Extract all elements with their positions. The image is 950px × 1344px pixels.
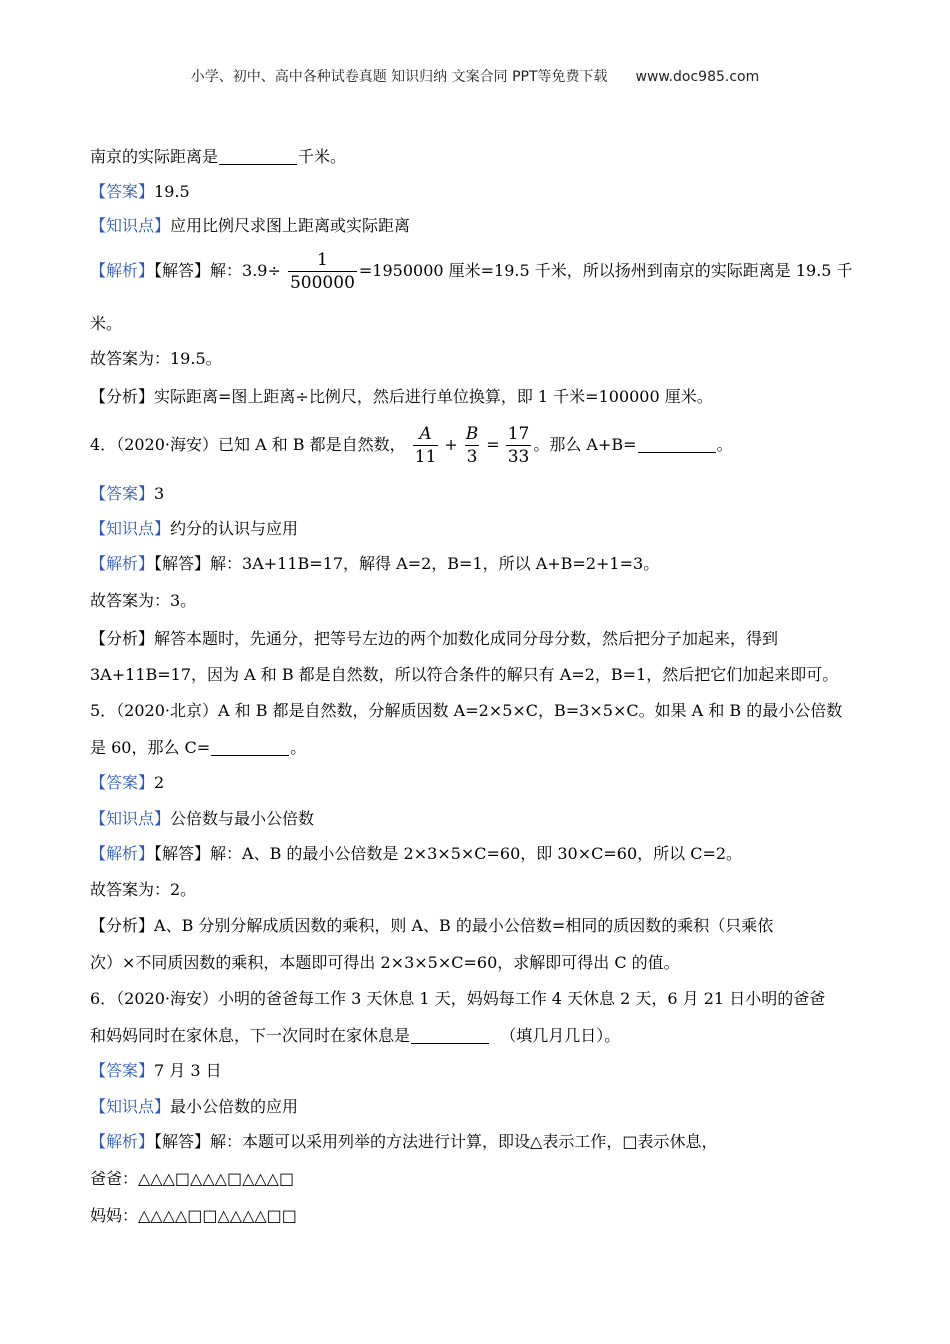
fraction-scale: $\frac{1}{500000}$ (289, 250, 355, 293)
q4-solution: 【解析】【解答】解：3A+11B=17，解得 A=2，B=1，所以 A+B=2+1=3。 (90, 554, 660, 573)
answer-blank (211, 739, 289, 756)
answer-blank (219, 148, 297, 165)
q6-dad-row: 爸爸：△△△□△△△□△△△□ (90, 1169, 295, 1188)
fraction-17-33: $\frac{17}{33}$ (507, 424, 530, 467)
q3-solution-cont: 米。 (90, 314, 123, 333)
q3-answer: 【答案】19.5 (90, 182, 190, 201)
q3-solution: 【解析】【解答】解：3.9÷ $\frac{1}{500000}$ =1950000 厘米=19.5 千米，所以扬州到南京的实际距离是 19.5 千 (90, 250, 853, 293)
q6-stem: 6．（2020·海安）小明的爸爸每工作 3 天休息 1 天，妈妈每工作 4 天休息 2 天，6 月 21 日小明的爸爸 (90, 989, 826, 1008)
q3-knowledge: 【知识点】应用比例尺求图上距离或实际距离 (90, 216, 411, 235)
q5-stem: 5．（2020·北京）A 和 B 都是自然数，分解质因数 A=2×5×C，B=3×5×C。如果 A 和 B 的最小公倍数 (90, 701, 843, 720)
q6-answer: 【答案】7 月 3 日 (90, 1061, 222, 1080)
q5-answer: 【答案】2 (90, 773, 165, 792)
header-site: www.doc985.com (635, 69, 760, 85)
q6-mom-row: 妈妈：△△△△□□△△△△□□ (90, 1206, 297, 1225)
q6-solution: 【解析】【解答】解：本题可以采用列举的方法进行计算，即设△表示工作，□表示休息， (90, 1132, 718, 1151)
answer-blank (411, 1027, 489, 1044)
q5-fenxi-cont: 次）×不同质因数的乘积，本题即可得出 2×3×5×C=60，求解即可得出 C 的值。 (90, 953, 680, 972)
q5-knowledge: 【知识点】公倍数与最小公倍数 (90, 809, 315, 828)
q6-knowledge: 【知识点】最小公倍数的应用 (90, 1097, 299, 1116)
fraction-b-3: $\frac{B}{3}$ (465, 424, 479, 467)
page-header (0, 66, 950, 86)
q4-answer: 【答案】3 (90, 484, 165, 503)
q5-solution: 【解析】【解答】解：A、B 的最小公倍数是 2×3×5×C=60，即 30×C=60，所以 C=2。 (90, 844, 743, 863)
answer-blank (638, 436, 716, 453)
q5-fenxi: 【分析】A、B 分别分解成质因数的乘积，则 A、B 的最小公倍数=相同的质因数的乘积（只乘依 (90, 916, 774, 935)
q3-final: 故答案为：19.5。 (90, 349, 222, 368)
q3-fenxi: 【分析】实际距离=图上距离÷比例尺，然后进行单位换算，即 1 千米=100000 厘米。 (90, 387, 713, 406)
q4-fenxi: 【分析】解答本题时，先通分，把等号左边的两个加数化成同分母分数，然后把分子加起来，得到 (90, 629, 779, 648)
q4-knowledge: 【知识点】约分的认识与应用 (90, 519, 299, 538)
q6-stem-cont: 和妈妈同时在家休息，下一次同时在家休息是 （填几月几日）。 (90, 1026, 621, 1045)
q5-final: 故答案为：2。 (90, 880, 197, 899)
q4-final: 故答案为：3。 (90, 591, 197, 610)
q5-stem-cont: 是 60，那么 C= 。 (90, 738, 307, 757)
q4-stem: 4．（2020·海安）已知 A 和 B 都是自然数， $\frac{A}{11}$ + $\frac{B}{3}$ = $\frac{17}{33}$ 。那么 A+B= 。 (90, 424, 733, 467)
q3-stem-end: 南京的实际距离是 千米。 (90, 147, 347, 166)
fraction-a-11: $\frac{A}{11}$ (414, 424, 437, 467)
header-text: 小学、初中、高中各种试卷真题 知识归纳 文案合同 PPT等免费下载 (190, 69, 608, 85)
q4-fenxi-cont: 3A+11B=17，因为 A 和 B 都是自然数，所以符合条件的解只有 A=2，B=1，然后把它们加起来即可。 (90, 665, 839, 684)
